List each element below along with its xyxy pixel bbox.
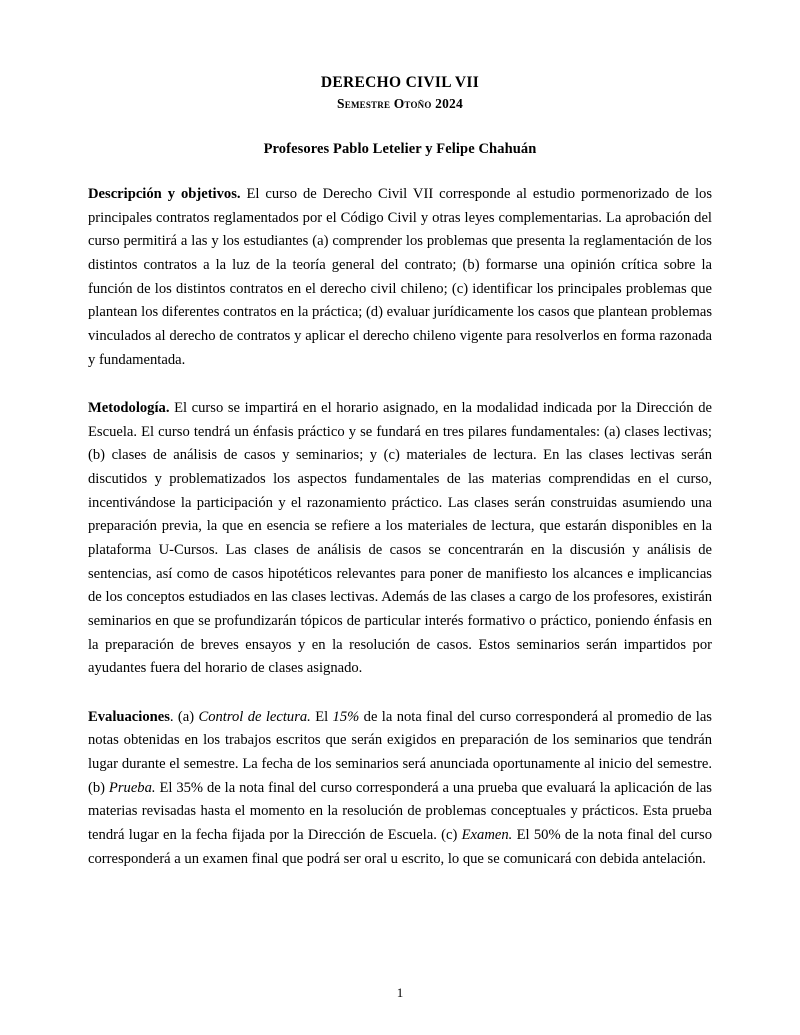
evaluaciones-part-c-text: El 50% de la nota final del curso corresponderá a un examen final que podrá ser oral u escrito, lo que se comunicará con debida antelación.	[88, 827, 712, 867]
evaluaciones-part-a-text-2: de la nota final del curso corresponderá al promedio de las notas obtenidas en los trabajos escritos que serán exigidos en preparación de los seminarios que tendrán lugar durante el semestre. La fecha de los seminarios será anunciada oportunamente al inicio del semestre. (b)	[88, 708, 712, 796]
section-body-metodologia: El curso se impartirá en el horario asignado, en la modalidad indicada por la Dirección de Escuela. El curso tendrá un énfasis práctico y se fundará en tres pilares fundamentales: (a) clases lectivas; (b) clases de análisis de casos y seminarios; y (c) materiales de lectura. En las clases lectivas serán discutidos y problematizados los aspectos fundamentales de las materias comprendidas en el curso, incentivándose la participación y el razonamiento práctico. Las clases serán construidas asumiendo una preparación previa, la que en esencia se refiere a los materiales de lectura, que estarán disponibles en la plataforma U-Cursos. Las clases de análisis de casos se concentrarán en la discusión y análisis de sentencias, así como de casos hipotéticos relevantes para poner de manifiesto los alcances e implicancias de los conceptos estudiados en las clases lectivas. Además de las clases a cargo de los profesores, existirán seminarios en que se profundizarán tópicos de particular interés formativo o práctico, poniendo énfasis en la preparación de breves ensayos y en la resolución de casos. Estos seminarios serán impartidos por ayudantes fuera del horario de clases asignado.	[88, 400, 712, 677]
section-heading-evaluaciones: Evaluaciones	[88, 708, 170, 725]
page-subtitle: Semestre Otoño 2024	[337, 96, 463, 112]
section-metodologia	[88, 397, 712, 681]
title-block	[88, 72, 712, 114]
page-number: 1	[396, 985, 404, 1000]
page-title: DERECHO CIVIL VII	[320, 74, 480, 91]
evaluaciones-prueba-label: Prueba.	[108, 779, 156, 796]
evaluaciones-part-b-text: El 35% de la nota final del curso corresponderá a una prueba que evaluará la aplicación de las materias revisadas hasta el momento en la resolución de problemas conceptuales y prácticos. Esta prueba tendrá lugar en la fecha fijada por la Dirección de Escuela. (c)	[88, 779, 712, 844]
section-heading-descripcion: Descripción y objetivos.	[88, 186, 241, 203]
evaluaciones-part-a-intro: . (a)	[169, 708, 199, 725]
evaluaciones-examen-label: Examen.	[461, 827, 513, 844]
authors-line: Profesores Pablo Letelier y Felipe Chahuán	[263, 141, 537, 158]
section-descripcion-objetivos	[88, 183, 712, 372]
section-body-descripcion: El curso de Derecho Civil VII corresponde al estudio pormenorizado de los principales contratos reglamentados por el Código Civil y otras leyes complementarias. La aprobación del curso permitirá a las y los estudiantes (a) comprender los problemas que presenta la reglamentación de los distintos contratos a la luz de la teoría general del contrato; (b) formarse una opinión crítica sobre la función de los distintos contratos en el derecho civil chileno; (c) identificar los principales problemas que plantean los diferentes contratos en la práctica; (d) evaluar jurídicamente los casos que plantean problemas vinculados al derecho de contratos y aplicar el derecho chileno vigente para resolverlos en forma razonada y fundamentada.	[88, 186, 712, 368]
evaluaciones-control-de-lectura-label: Control de lectura.	[198, 708, 311, 725]
section-evaluaciones	[88, 706, 712, 871]
evaluaciones-percentage-15: 15%	[332, 708, 360, 725]
evaluaciones-part-a-text-1: El	[310, 708, 333, 725]
section-heading-metodologia: Metodología.	[88, 400, 170, 417]
